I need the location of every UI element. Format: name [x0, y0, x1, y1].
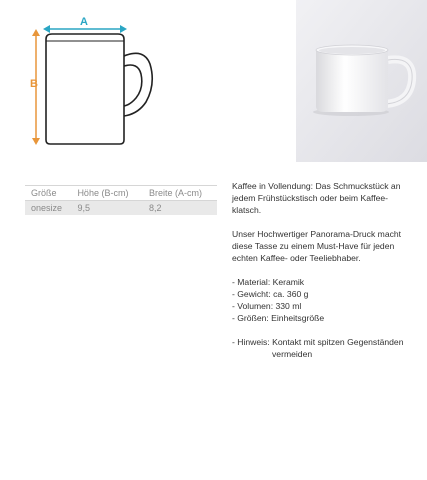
table-row: [25, 201, 217, 216]
product-description: [232, 180, 412, 360]
hint-line: vermeiden: [272, 349, 313, 359]
product-photo: [296, 0, 427, 162]
dimension-b-label: B: [30, 78, 38, 90]
size-cell: onesize: [31, 203, 63, 213]
spec-sizes: - Größen: Einheitsgröße: [232, 313, 325, 323]
description-line: Kaffee in Vollendung: Das Schmuckstück an: [232, 181, 401, 191]
size-table-header: Höhe (B-cm): [77, 188, 129, 198]
hint-line: - Hinweis: Kontakt mit spitzen Gegenständen: [232, 337, 404, 347]
size-table-header: Breite (A-cm): [148, 188, 202, 198]
height-cell: 9,5: [77, 203, 90, 213]
mug-dimension-diagram: [22, 12, 202, 172]
size-table-header-row: [25, 186, 217, 201]
spec-volume: - Volumen: 330 ml: [232, 301, 302, 311]
description-line: jedem Frühstückstisch oder beim Kaffee-: [232, 193, 389, 203]
size-table-header: Größe: [31, 188, 57, 198]
description-line: klatsch.: [232, 205, 262, 215]
spec-weight: - Gewicht: ca. 360 g: [232, 289, 309, 299]
size-table: [25, 185, 217, 215]
spec-material: - Material: Keramik: [232, 277, 305, 287]
description-line: diese Tasse zu einem Must-Have für jeden: [232, 241, 395, 251]
mug-outline-icon: [46, 34, 152, 144]
dimension-a-label: A: [80, 16, 88, 28]
description-line: Unser Hochwertiger Panorama-Druck macht: [232, 229, 402, 239]
width-cell: 8,2: [148, 203, 162, 213]
description-line: echten Kaffee- oder Teeliebhaber.: [232, 253, 361, 263]
